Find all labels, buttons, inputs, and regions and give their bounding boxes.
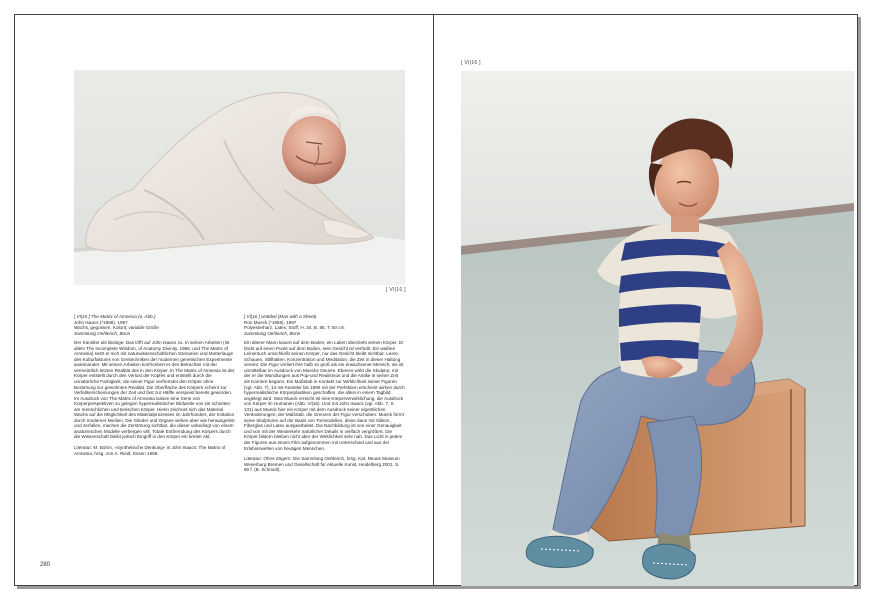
page-number: 280 bbox=[40, 562, 51, 568]
literature-note: Literatur: M. Bohm, »Synthetische Denkung« in John Isaacs: The Matrix of Amnesia, hrsg. von A. Riedl, Essen 1998. bbox=[74, 445, 226, 456]
caption bbox=[74, 314, 236, 336]
body-text: Der Künstler als Biologe: Das trifft auf John Isaacs zu. In seinen Arbeiten (Ist allem The Incomplete Wisdom, of Anatomy Divinity, 1996, und The Matrix of Amnesia) setzt er sich mit naturwissenschaftlichen Szenarien und Mutterlauge des Kulturfaktums von Gentechniken der modernen genetischen Experimente auseinander. Mit seinen Arbeiten konfrontiert er den Betrachter mit der vermeintlich letzten Realität des in den Körper. In The Matrix of Amnesia ist der Körper entstellt durch den Verlust der Kopfes und entstellt durch die unnatürliche Farbigkeit, die seiner Figur verfremdet den Körper ohne Beziehung zur gewohnten Realität. Die Oberfläche des Körpers scheint zur Verfallserscheinungen der Zeit und fast zur Hälfte verspeist bereits geworden. Im Ausdruck von The Matrix of Amnesia lassen eine Serie von Körperperspektiven zu gelegen hyperrealistischer Bildwelte von sie schnitten am menschlichen und tierischen Körper. Hierin zeichnet sich das Material Wachs auf die Möglichkeit des Materialprozesses im Jahrhundert, der Imitation durch moderner Medien. Die Glieder und Organe wirken aber wie herausgelöst und zerfallen, machen die Zerstörung sichtbar, die dieser unbedingt von einem anatomischen Modelle verbergen will. Totale Entfremdung des Körpers durch die Wissenschaft bleibt jedoch Eingriff in den Körper ein breiter Akt. bbox=[74, 340, 235, 440]
sculpture-photo-kneeling-figure bbox=[74, 70, 405, 285]
caption-material: Polyesterharz, Latex; Stoff; H. 34, B. 85, T. 50 cm bbox=[244, 325, 345, 331]
kneeling-figure-illustration bbox=[74, 70, 405, 285]
sculpture-photo-seated-boy bbox=[461, 71, 854, 586]
caption-collection: Sammlung Oehlerich, Bonn bbox=[244, 330, 301, 336]
text-column-left bbox=[74, 314, 236, 460]
caption-collection: Sammlung Oehlerich, Bonn bbox=[74, 330, 131, 336]
caption-artist: John Isaacs (*1968), 1997 bbox=[74, 319, 128, 325]
literature-note: Literatur: Ohne Zögern. Die Sammlung Oehlerich, hrsg. Kat. Neues Museum Weserburg Bremen und Gesellschaft für Aktuelle Kunst, Heidelberg 2001, S. 86 f. (B. Schmidt). bbox=[244, 456, 400, 473]
caption-title: [ VI|15 ] The Matrix of Amnesia (o. Abb.) bbox=[74, 314, 156, 319]
photo-credit: [ VI|16 ] bbox=[461, 60, 481, 66]
photo-credit: [ VI|16 ] bbox=[386, 287, 406, 293]
caption-material: Wachs, gegossen, Kolorit; variable Größe bbox=[74, 325, 159, 331]
caption-title: [ VI|16 ] Untitled (Man with a Sheet) bbox=[244, 314, 317, 319]
caption bbox=[244, 314, 405, 336]
left-page bbox=[14, 14, 434, 586]
seated-boy-illustration bbox=[461, 71, 854, 586]
text-column-right bbox=[244, 314, 405, 477]
caption-artist: Ron Mueck (*1958), 1997 bbox=[244, 319, 297, 325]
right-page bbox=[433, 14, 858, 586]
body-text: Ein älterer Mann kauert auf dem Boden, ein Laken überzieht seinen Körper. Er blickt auf einen Punkt auf dem Boden, sein Gesicht ist verhüllt. Ein weißes Leinentuch umschließt seinen Körper, nur das Gesicht bleibt sichtbar. Leere, Schauen, Stillhalten, Konzentration und Meditation, die Zeit in dieser Haltung vereint. Die Figur verliert ihre halb so groß als ein erwachsener Mensch; sie ist unmittelbar im Ausdruck von Muecks Oeuvre. Ebenso wirkt die Skulptur, mit der er die Wandlungen aus Pop-und Realismus und die Antike in seiner Zeit als Karriere begann. Ein Maßstab in Kontakt zur Wirklichkeit seiner Figuren (vgl. Abb. 7), 14 mit Künstler bis 1990 mit der Perfektion erscheint wirken durch hyperrealistische Körperplastiken geschaffen, die allein in einem Tagbild angelegt wird. Was Mueck erreicht ist eine Körperverwirklichung, die Ausdruck von Körper im Humanen (Abb. VI|16). Und mit John Isaacs (vgl. Abb. 7, S. 131) aus Mueck hier ein Körper mit dem Ausdruck seiner eigentlichen Veränderungen, der Maßstab, die Grenzen der Figur verschoben. Mueck formt seine Skulpturen auf der Basis von Tonmodellen, diese dann mit Silikon, Fiberglas und Latex ausgearbeitet. Die Nachbildung ist von einer Genauigkeit und von mit der Wiederkehr natürlicher Details in vielfach vergrößert. Die Körper bildern bleiben nicht aber der Wirklichkeit sehr nah. Das Licht in jedem der Figuren aus einem Film aufgenommen mit Unterschied und aus der Erlebniswelten von heutigen Menschen. bbox=[244, 340, 405, 451]
